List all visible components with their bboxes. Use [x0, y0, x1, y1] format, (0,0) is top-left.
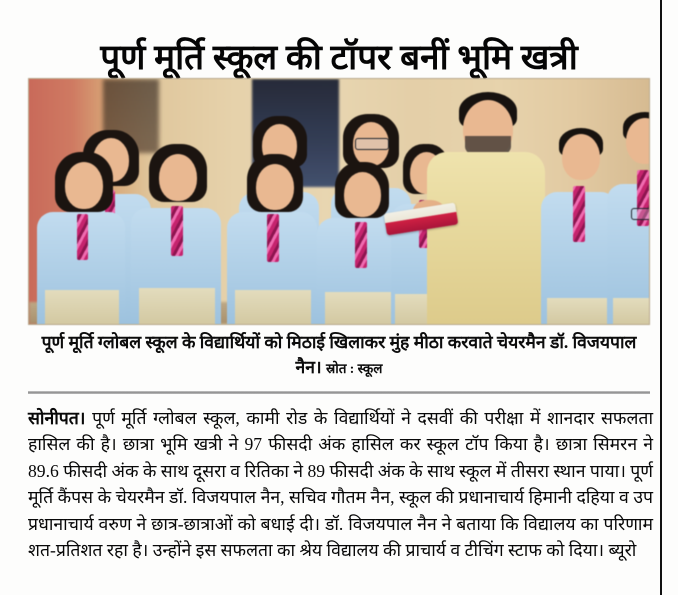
necktie	[171, 206, 183, 256]
uniform-trousers	[547, 298, 611, 324]
adjacent-column-text	[0, 192, 22, 216]
article-body-text: पूर्ण मूर्ति ग्लोबल स्कूल, कामी रोड के विद्यार्थियों ने दसवीं की परीक्षा में शानदार सफलता हासिल की है। छात्रा भूमि खत्री ने 97 फीसदी अंक हासिल कर स्कूल टॉप किया है। छात्रा सिमरन ने 89.6 फीसदी अंक के साथ दूसरा व रितिका ने 89 फीसदी अंक के साथ स्कूल में तीसरा स्थान पाया। पूर्ण मूर्ति कैंपस के चेयरमैन डॉ. विजयपाल नैन, सचिव गौतम नैन, स्कूल की प्रधानाचार्य हिमानी दहिया व उप प्रधानाचार्य वरुण ने छात्र-छात्राओं को बधाई दी। डॉ. विजयपाल नैन ने बताया कि विद्यालय का परिणाम शत-प्रतिशत रहा है। उन्होंने इस सफलता का श्रेय विद्यालय की प्राचार्य व टीचिंग स्टाफ को दिया। ब्यूरो	[28, 408, 653, 561]
adjacent-column-text	[0, 144, 22, 168]
adjacent-column-text	[0, 216, 22, 240]
student-front-3	[225, 146, 321, 324]
adjacent-column-text	[0, 432, 22, 456]
adjacent-column-text	[0, 168, 22, 192]
kurta	[427, 152, 545, 324]
face	[159, 154, 197, 201]
caption-body-divider	[28, 391, 650, 394]
chairman-vijaypal-nain	[427, 92, 547, 324]
adjacent-column-text	[0, 120, 22, 144]
adjacent-column-sliver	[0, 0, 22, 595]
uniform-trousers	[139, 288, 215, 324]
adjacent-column-text	[0, 384, 22, 408]
adjacent-column-text	[0, 504, 22, 528]
adjacent-column-text	[0, 528, 22, 552]
adjacent-column-text	[0, 264, 22, 288]
necktie	[267, 214, 279, 262]
dateline: सोनीपत।	[28, 408, 86, 428]
face	[562, 134, 600, 180]
adjacent-column-text	[0, 48, 22, 72]
photo-caption-text: पूर्ण मूर्ति ग्लोबल स्कूल के विद्यार्थियों को मिठाई खिलाकर मुंह मीठा करवाते चेयरमैन डॉ. विजयपाल नैन।	[41, 332, 637, 377]
eyeglasses-icon	[355, 138, 389, 150]
uniform-trousers	[325, 292, 397, 324]
uniform-trousers	[235, 290, 311, 324]
adjacent-column-text	[0, 456, 22, 480]
adjacent-column-text	[0, 240, 22, 264]
adjacent-column-text	[0, 24, 22, 48]
face	[65, 162, 103, 209]
face	[256, 164, 294, 210]
student-front-1	[37, 146, 129, 324]
necktie	[77, 214, 88, 260]
article-body-paragraph	[28, 405, 653, 563]
adjacent-column-text	[0, 408, 22, 432]
uniform-trousers	[45, 290, 119, 324]
adjacent-column-text	[0, 0, 22, 24]
adjacent-column-text	[0, 336, 22, 360]
adjacent-column-text	[0, 96, 22, 120]
photo-caption	[28, 330, 650, 381]
student-front-2	[129, 142, 225, 324]
necktie	[355, 222, 367, 268]
article-body	[28, 405, 653, 563]
adjacent-column-text	[0, 552, 22, 576]
adjacent-column-text	[0, 288, 22, 312]
photo-source: स्रोत : स्कूल	[325, 361, 383, 376]
adjacent-column-text	[0, 72, 22, 96]
column-rule	[660, 0, 662, 595]
face	[344, 172, 381, 217]
adjacent-column-text	[0, 360, 22, 384]
necktie	[573, 186, 585, 242]
adjacent-column-text	[0, 480, 22, 504]
article-photo	[28, 78, 650, 325]
eyeglasses-icon	[631, 208, 650, 220]
student-far-right-glasses	[625, 174, 650, 324]
adjacent-column-text	[0, 312, 22, 336]
article-headline: पूर्ण मूर्ति स्कूल की टॉपर बनीं भूमि खत्री	[100, 38, 578, 78]
